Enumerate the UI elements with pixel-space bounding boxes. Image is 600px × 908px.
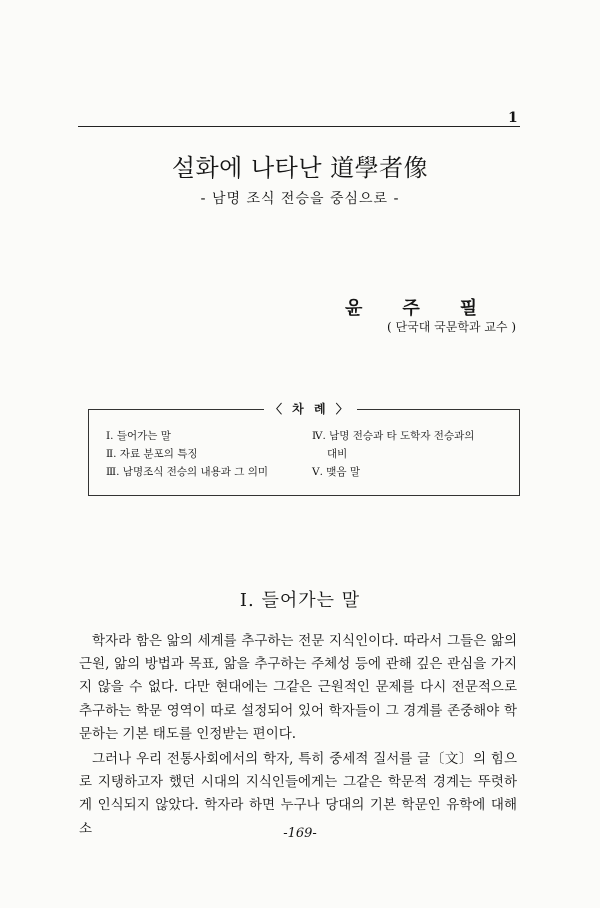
author-affiliation: ( 단국대 국문학과 교수 ) [387, 320, 516, 334]
toc-item-4[interactable]: Ⅳ. 남명 전승과 타 도학자 전승과의 [312, 430, 475, 442]
toc-item-2[interactable]: Ⅱ. 자료 분포의 특징 [106, 448, 198, 460]
paper-title: 설화에 나타난 道學者像 [171, 154, 429, 182]
author-name: 윤주필 [345, 298, 518, 319]
body-text [79, 630, 517, 841]
page-marker: 1 [508, 110, 518, 126]
paper-subtitle: - 남명 조식 전승을 중심으로 - [200, 191, 400, 207]
toc-right-column [312, 427, 474, 481]
toc-item-3[interactable]: Ⅲ. 남명조식 전승의 내용과 그 의미 [106, 466, 269, 478]
toc-item-1[interactable]: Ⅰ. 들어가는 말 [106, 430, 171, 442]
toc-heading: 〈 차 례 〉 [264, 400, 357, 417]
section-heading: Ⅰ. 들어가는 말 [239, 590, 361, 611]
paragraph: 학자라 함은 앎의 세계를 추구하는 전문 지식인이다. 따라서 그들은 앎의 근원, 앎의 방법과 목표, 앎을 추구하는 주체성 등에 관해 깊은 관심을 가지지 않을 수 없다. 다만 현대에는 그같은 근원적인 문제를 다시 전문적으로 추구하는 학문 영역이 따로 설정되어 있어 학자들이 그 경계를 존중해야 학문하는 기본 태도를 인정받는 편이다. [79, 633, 517, 742]
header-rule [78, 126, 520, 127]
toc-left-column [106, 427, 268, 481]
toc-item-4-continued[interactable]: 대비 [327, 448, 348, 460]
paragraph: 그러나 우리 전통사회에서의 학자, 특히 중세적 질서를 글〔文〕의 힘으로 지탱하고자 했던 시대의 지식인들에게는 그같은 학문적 경계는 뚜렷하게 인식되지 않았다. 학자라 하면 누구나 당대의 기본 학문인 유학에 대해 소 [79, 751, 517, 837]
page-number: -169- [283, 826, 317, 841]
toc-item-5[interactable]: Ⅴ. 맺음 말 [312, 466, 361, 478]
